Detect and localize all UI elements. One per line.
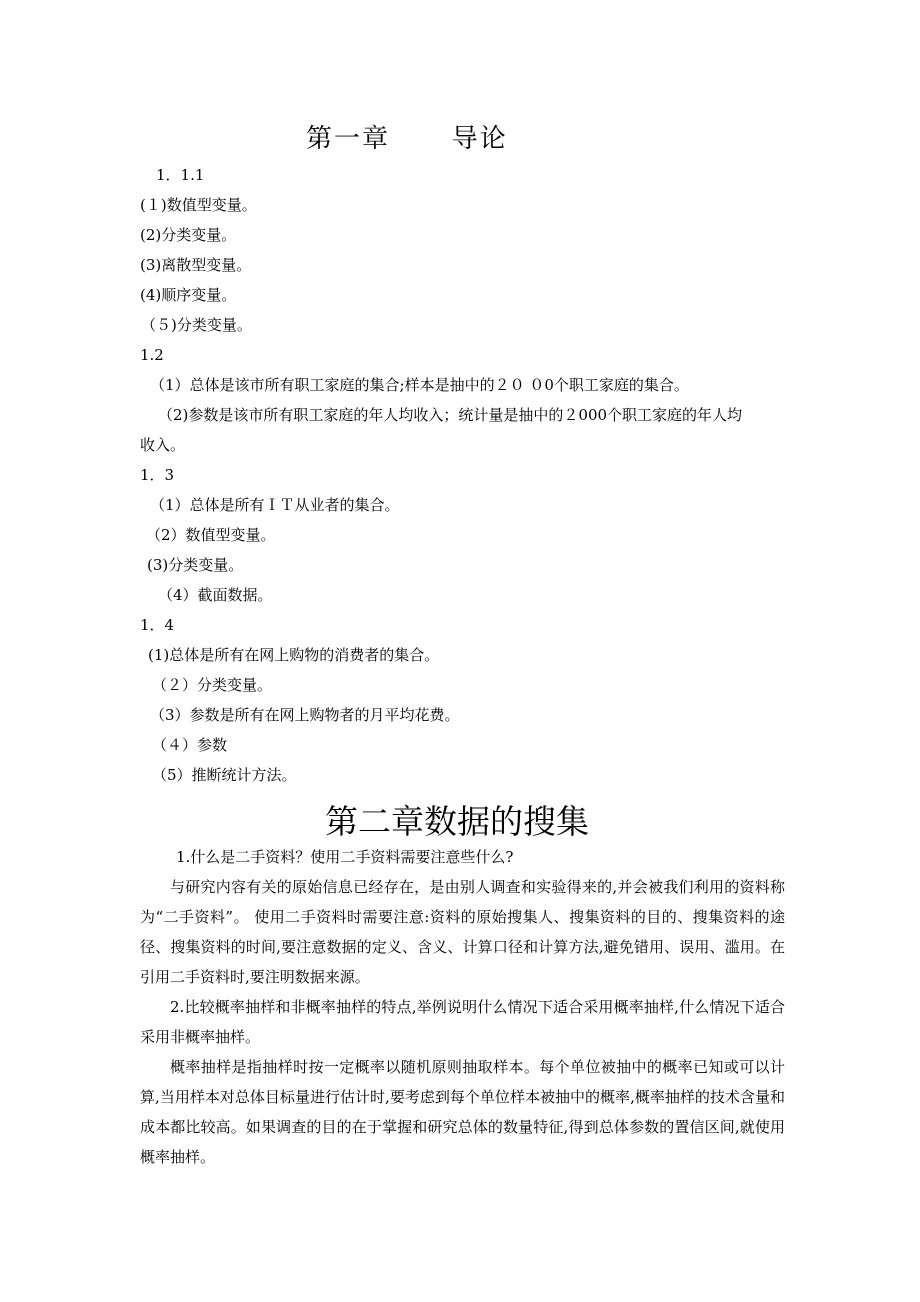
list-item: （2）数值型变量。 <box>146 526 276 544</box>
list-item: （２）分类变量。 <box>152 676 273 694</box>
answer-2: 概率抽样是指抽样时按一定概率以随机原则抽取样本。每个单位被抽中的概率已知或可以计算,当用样本对总体目标量进行估计时,要考虑到每个单位样本被抽中的概率,概率抽样的技术含量和成本都比较高。如果调查的目的在于掌握和研究总体的数量特征,得到总体参数的置信区间,就使用概率抽样。 <box>140 1058 785 1166</box>
list-item: （4）截面数据。 <box>158 586 273 604</box>
section-number: 1．4 <box>140 616 175 634</box>
list-item: 1．1.1 <box>156 166 205 184</box>
answer-1: 与研究内容有关的原始信息已经存在，是由别人调查和实验得来的,并会被我们利用的资料称为“二手资料”。 使用二手资料时需要注意:资料的原始搜集人、搜集资料的目的、搜集资料的途径、搜集资料的时间,要注意数据的定义、含义、计算口径和计算方法,避免错用、误用、滥用。在引用二手资料时,要注明数据来源。 <box>140 878 785 986</box>
list-item: （2)参数是该市所有职工家庭的年人均收入；统计量是抽中的２000个职工家庭的年人均 <box>158 406 743 424</box>
list-item: （1）总体是所有ＩＴ从业者的集合。 <box>150 496 400 514</box>
list-item: （1）总体是该市所有职工家庭的集合;样本是抽中的２０ ０0个职工家庭的集合。 <box>150 376 689 394</box>
chapter1-title: 第一章 导论 <box>306 124 508 154</box>
section-number: 1.2 <box>140 346 164 364</box>
list-item: （3）参数是所有在网上购物者的月平均花费。 <box>150 706 460 724</box>
list-item: （４）参数 <box>152 736 228 754</box>
question-1: 1.什么是二手资料？使用二手资料需要注意些什么? <box>176 848 514 866</box>
question-2: 2.比较概率抽样和非概率抽样的特点,举例说明什么情况下适合采用概率抽样,什么情况下适合采用非概率抽样。 <box>140 998 785 1046</box>
list-item: (3)离散型变量。 <box>140 256 252 274</box>
list-item: 收入。 <box>140 436 186 454</box>
list-item: （５)分类变量。 <box>141 316 252 334</box>
list-item: (3)分类变量。 <box>147 556 244 574</box>
list-item: (4)顺序变量。 <box>140 286 237 304</box>
chapter2-title: 第二章数据的搜集 <box>325 802 589 841</box>
list-item: (1)总体是所有在网上购物的消费者的集合。 <box>148 646 440 664</box>
list-item: (１)数值型变量。 <box>140 196 257 214</box>
list-item: (2)分类变量。 <box>140 226 237 244</box>
section-number: 1．3 <box>140 466 175 484</box>
list-item: （5）推断统计方法。 <box>152 766 297 784</box>
